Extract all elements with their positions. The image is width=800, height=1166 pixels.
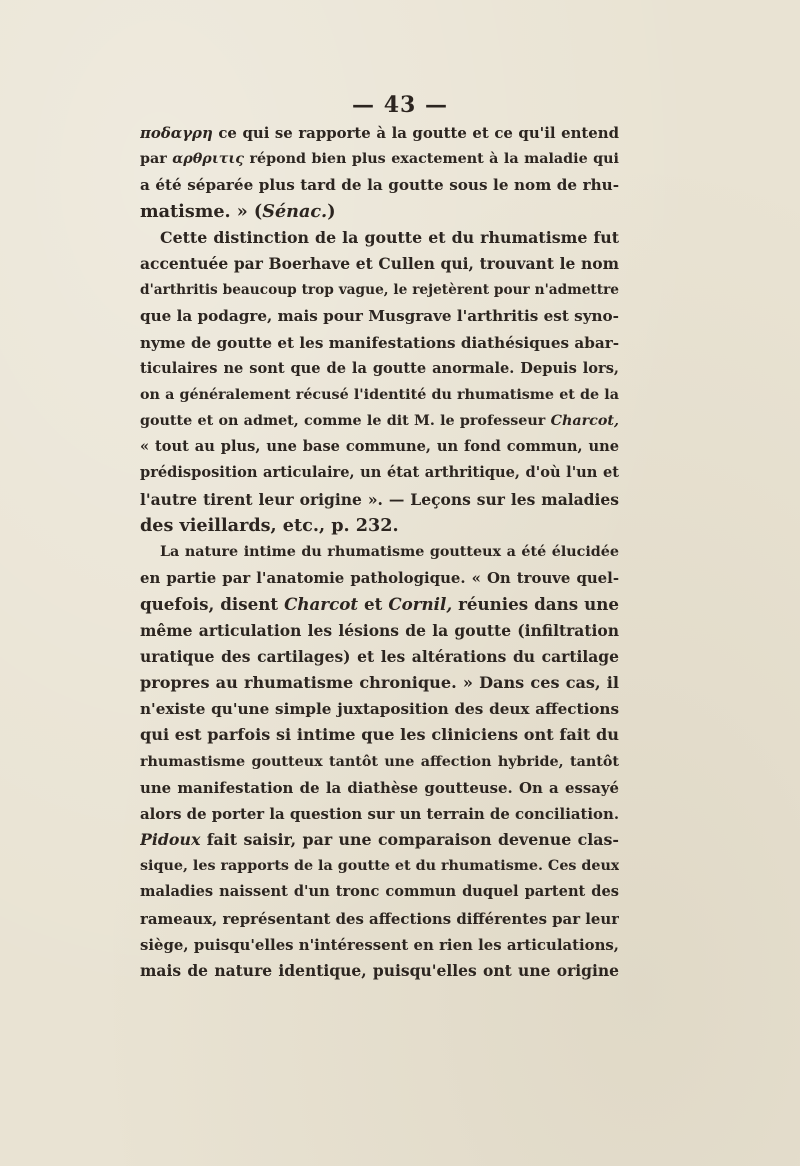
text-run: on a généralement récusé l'identité du rhumatisme et de la <box>140 386 619 403</box>
text-run: a été séparée plus tard de la goutte sous le nom de rhu- <box>140 176 619 195</box>
text-line <box>140 853 619 879</box>
text-run: nyme de goutte et les manifestations diathésiques abar- <box>140 333 619 352</box>
text-line <box>140 879 619 905</box>
text-line <box>140 225 619 251</box>
text-run: que la podagre, mais pour Musgrave l'arthritis est syno- <box>140 307 619 326</box>
text-run: accentuée par Boerhave et Cullen qui, trouvant le nom <box>140 253 619 273</box>
text-line <box>140 120 619 146</box>
text-line <box>140 827 619 853</box>
text-line <box>140 801 619 827</box>
text-run: ticulaires ne sont que de la goutte anormale. Depuis lors, <box>140 359 619 377</box>
text-run: même articulation les lésions de la goutte (infiltration <box>140 620 619 640</box>
text-run: Cette distinction de la goutte et du rhumatisme fut <box>160 227 619 247</box>
text-run: n'existe qu'une simple juxtaposition des deux affections <box>140 700 619 719</box>
text-run: quefois, disent <box>140 594 285 615</box>
text-line <box>140 539 619 565</box>
italic-text: Charcot, <box>550 413 619 430</box>
text-run: en partie par l'anatomie pathologique. « On trouve quel- <box>140 569 619 588</box>
italic-text: αρθριτις <box>172 151 244 168</box>
text-run: propres au rhumatisme chronique. » Dans ces cas, il <box>140 672 619 692</box>
text-run: qui est parfois si intime que les cliniciens ont fait du <box>140 725 619 745</box>
text-line <box>140 408 619 434</box>
text-line <box>140 251 619 277</box>
text-line <box>140 749 619 775</box>
text-run: ) <box>327 200 336 222</box>
text-run: ce qui se rapporte à la goutte et ce qu'il entend <box>212 124 619 142</box>
text-line <box>140 460 619 486</box>
italic-text: Pidoux <box>140 830 201 850</box>
text-line <box>140 722 619 748</box>
italic-text: Cornil, <box>388 594 453 615</box>
text-line <box>140 591 619 617</box>
text-run: goutte et on admet, comme le dit M. le professeur <box>140 413 551 430</box>
text-run: prédisposition articulaire, un état arthritique, d'où l'un et <box>140 464 619 482</box>
text-run: rameaux, représentant des affections différentes par leur <box>140 909 619 928</box>
text-run: l'autre tirent leur origine ». — Leçons sur les maladies <box>140 489 619 509</box>
text-line <box>140 199 619 225</box>
text-run: réunies dans une <box>452 594 619 615</box>
page-number: — 43 — <box>352 92 448 118</box>
text-run: d'arthritis beaucoup trop vague, le rejetèrent pour n'admettre <box>140 282 619 299</box>
text-run: rhumastisme goutteux tantôt une affection hybride, tantôt <box>140 753 619 770</box>
text-run: siège, puisqu'elles n'intéressent en rien les articulations, <box>140 935 619 954</box>
text-run: « tout au plus, une base commune, un fond commun, une <box>140 438 619 456</box>
text-run: fait saisir, par une comparaison devenue clas- <box>200 830 619 850</box>
text-run: par <box>140 151 173 168</box>
text-line <box>140 382 619 408</box>
text-run: alors de porter la question sur un terrain de conciliation. <box>140 804 619 823</box>
text-run: mais de nature identique, puisqu'elles ont une origine <box>140 961 619 980</box>
text-line <box>140 565 619 591</box>
text-run: matisme. » ( <box>140 200 263 222</box>
italic-text: ποδαγρη <box>140 124 213 142</box>
text-line <box>140 958 619 984</box>
text-run: uratique des cartilages) et les altérations du cartilage <box>140 646 619 666</box>
text-line <box>140 775 619 801</box>
text-line <box>140 330 619 356</box>
text-line <box>140 434 619 460</box>
text-line <box>140 670 619 696</box>
text-run: des vieillards, etc., p. 232. <box>140 514 399 536</box>
text-line <box>140 172 619 198</box>
text-line <box>140 487 619 513</box>
text-line <box>140 618 619 644</box>
text-line <box>140 513 619 539</box>
text-line <box>140 932 619 958</box>
italic-text: Charcot <box>284 594 359 615</box>
text-run: sique, les rapports de la goutte et du rhumatisme. Ces deux <box>140 858 619 875</box>
text-line <box>140 303 619 329</box>
text-line <box>140 696 619 722</box>
text-run: La nature intime du rhumatisme goutteux a été élucidée <box>160 544 619 560</box>
text-line <box>140 146 619 172</box>
text-run: maladies naissent d'un tronc commun duquel partent des <box>140 883 619 901</box>
text-line <box>140 356 619 382</box>
text-run: et <box>358 594 389 615</box>
text-line <box>140 644 619 670</box>
italic-text: Sénac. <box>262 200 328 222</box>
text-run: répond bien plus exactement à la maladie qui <box>243 151 619 168</box>
body-text <box>140 120 619 984</box>
text-line <box>140 277 619 303</box>
text-line <box>140 906 619 932</box>
text-run: une manifestation de la diathèse goutteuse. On a essayé <box>140 778 619 797</box>
